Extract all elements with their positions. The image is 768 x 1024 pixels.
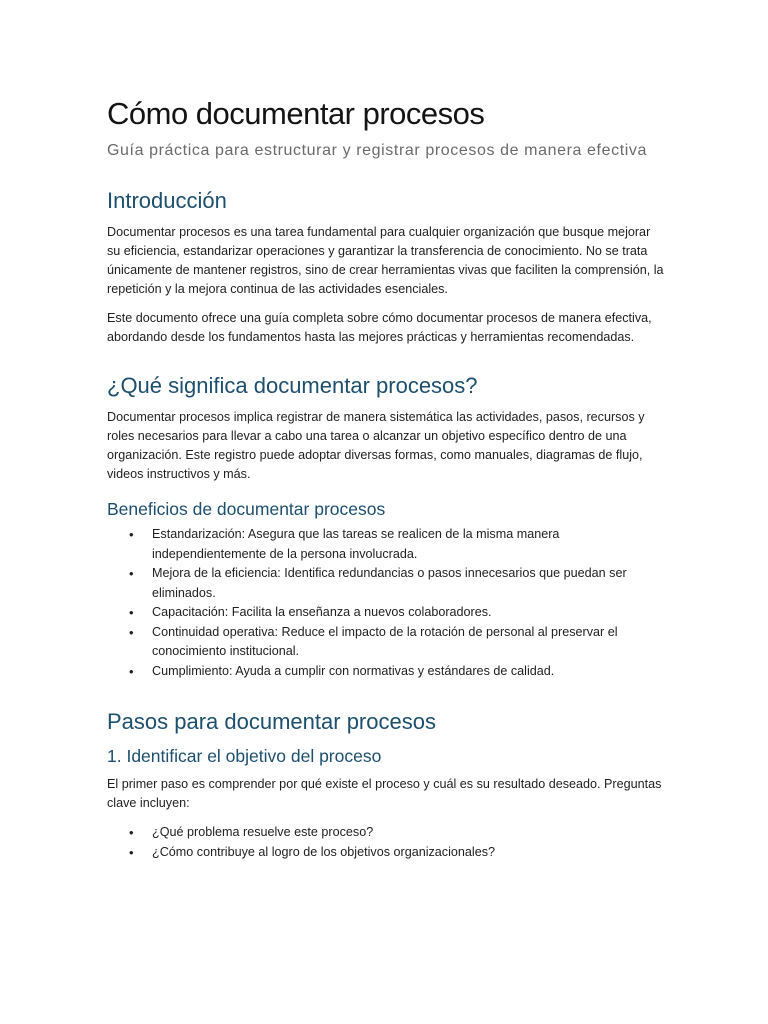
list-item [107,525,667,564]
list-item-text: Capacitación: Facilita la enseñanza a nuevos colaboradores. [152,605,492,619]
questions-list [107,823,667,862]
document-page [107,92,667,862]
bullet-icon: • [129,844,134,860]
list-item-text: ¿Cómo contribuye al logro de los objetivos organizacionales? [152,844,496,859]
bullet-icon: • [129,663,134,679]
list-item-text: Mejora de la eficiencia: Identifica redundancias o pasos innecesarios que puedan ser eliminados. [152,566,627,600]
heading-introduccion: Introducción [107,188,227,213]
list-item [107,843,667,863]
list-item-text: Cumplimiento: Ayuda a cumplir con normativas y estándares de calidad. [152,663,555,678]
bullet-icon: • [129,527,134,542]
heading-que-significa: ¿Qué significa documentar procesos? [107,373,478,398]
heading-pasos: Pasos para documentar procesos [107,709,436,734]
list-item [107,603,667,623]
document-subtitle: Guía práctica para estructurar y registrar procesos de manera efectiva [107,142,647,159]
step1-paragraph: El primer paso es comprender por qué existe el proceso y cuál es su resultado deseado. Preguntas clave incluyen: [107,777,662,810]
intro-paragraph-2: Este documento ofrece una guía completa sobre cómo documentar procesos de manera efectiva, abordando desde los fundamentos hasta las mejores prácticas y herramientas recomendadas. [107,311,652,344]
bullet-icon: • [129,825,134,840]
list-item [107,564,667,603]
meaning-paragraph: Documentar procesos implica registrar de manera sistemática las actividades, pasos, recursos y roles necesarios para llevar a cabo una tarea o alcanzar un objetivo específico dentro de una organización. Este registro puede adoptar diversas formas, como manuales, diagramas de flujo, videos instructivos y más. [107,410,645,481]
document-title: Cómo documentar procesos [107,96,485,131]
bullet-icon: • [129,624,134,640]
list-item [107,623,667,662]
bullet-icon: • [129,605,134,620]
benefits-list [107,525,667,681]
bullet-icon: • [129,566,134,581]
intro-paragraph-1: Documentar procesos es una tarea fundamental para cualquier organización que busque mejorar su eficiencia, estandarizar operaciones y garantizar la transferencia de conocimiento. No se trata únicamente de mantener registros, sino de crear herramientas vivas que faciliten la comprensión, la repetición y la mejora continua de las actividades esenciales. [107,225,664,296]
list-item-text: Estandarización: Asegura que las tareas se realicen de la misma manera independientemente de la persona involucrada. [152,527,560,561]
list-item [107,662,667,682]
list-item-text: ¿Qué problema resuelve este proceso? [152,825,374,839]
heading-beneficios: Beneficios de documentar procesos [107,499,386,519]
heading-paso-1: 1. Identificar el objetivo del proceso [107,746,382,766]
list-item [107,823,667,843]
list-item-text: Continuidad operativa: Reduce el impacto de la rotación de personal al preservar el conocimiento institucional. [152,624,618,658]
